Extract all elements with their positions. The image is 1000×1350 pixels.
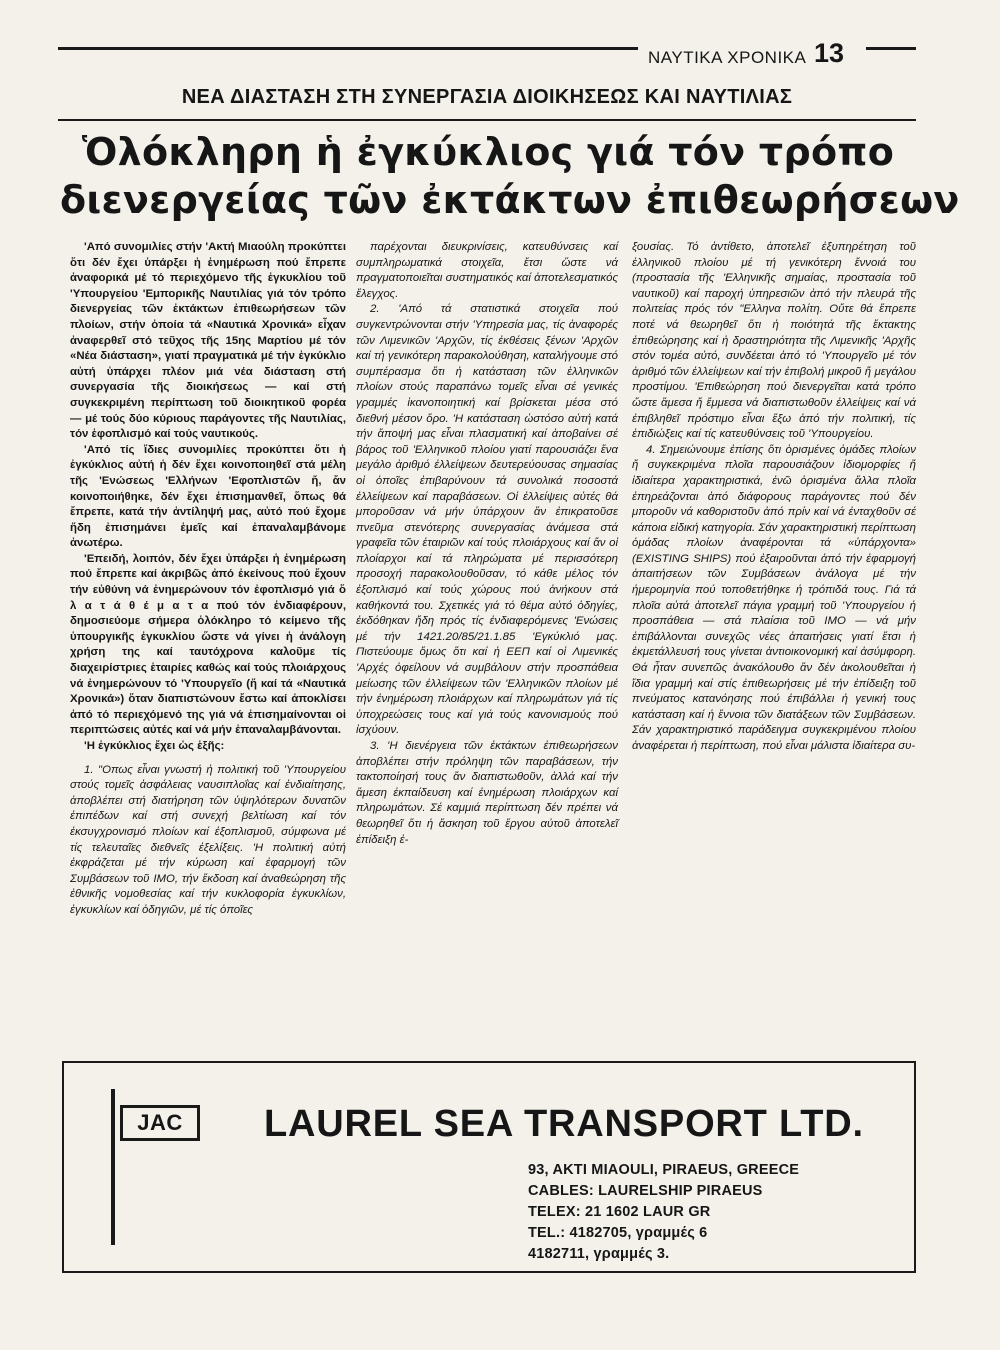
- headline-line-2: διενεργείας τῶν ἐκτάκτων ἐπιθεωρήσεων: [60, 178, 960, 222]
- page-number: 13: [814, 38, 845, 68]
- section-rule: [58, 119, 916, 121]
- paragraph: παρέχονται διευκρινίσεις, κατευθύνσεις καί συμπληρωματικά στοιχεῖα, ἔτσι ὥστε νά πραγματοποιεῖται συστηματικός καί ἀποτελεσματικός ἔλεγχος.: [356, 241, 618, 300]
- advertisement-box: [62, 1061, 916, 1273]
- paragraph: 3. 'Η διενέργεια τῶν ἐκτάκτων ἐπιθεωρήσεων ἀποβλέπει στήν πρόληψη τῶν παραβάσεων, τήν τακτοποίησή τους ἄν διαπιστωθοῦν, ἀλλά καί τήν ἄμεση ἐκπαίδευση καί ἐνημέρωση πλοιάρχων καί πληρωμάτων. Σέ καμμιά περίπτωση δέν πρέπει νά θεωρηθεῖ ὅτι ἡ ἄσκηση τοῦ ἔργου αὐτοῦ ἀποτελεῖ ἐπίδειξη ἐ-: [356, 740, 618, 846]
- paragraph: ξουσίας. Τό ἀντίθετο, ἀποτελεῖ ἐξυπηρέτηση τοῦ ἑλληνικοῦ πλοίου μέ τή γενικότερη ἔννοιά του (προστασία τῆς 'Ελληνικῆς σημαίας, προστασία τοῦ ναυτικοῦ) καί παροχή ὑπηρεσιῶν ἀπό τήν πλευρά τῆς πολιτείας πρός τόν "Ελληνα πολίτη. Οὔτε θά ἔπρεπε ποτέ νά θεωρηθεῖ ὅτι ἡ ποιότητά τῆς ἔκτακτης ἐπιθεώρησης καί ἡ δραστηριότητα τῆς Λιμενικῆς 'Αρχῆς στόν τομέα αὐτό, συνδέεται ἀπό τό 'Υπουργεῖο μέ τόν ἀριθμό τῶν ἐλλείψεων καί τήν ἐπιβολή μικροῦ ἤ μεγάλου προστίμου. 'Επιθεώρηση πού διενεργεῖται κατά τρόπο ὥστε ἄμεσα ἤ ἔμμεσα νά διαπιστωθοῦν ἐλλείψεις καί νά ἐπιβληθεῖ πρόστιμο εἶναι ἔξω ἀπό τήν πολιτική, τίς ἐπιδιώξεις καί τίς κατευθύνσεις τοῦ 'Υπουργείου.: [632, 241, 916, 441]
- paragraph: 4. Σημειώνουμε ἐπίσης ὅτι ὁρισμένες ὁμάδες πλοίων ἤ συγκεκριμένα πλοῖα παρουσιάζουν ἰδιομορφίες ἤ ἰδιαίτερα χαρακτηριστικά, ἐνῶ ὁρισμένα ἄλλα πλοῖα ἐπηρεάζονται ἀπό διάφορους παράγοντες πού δέν μποροῦν νά καθοριστοῦν ἀπό πρίν καί νά ἐνταχθοῦν σέ κάποια εἰδική κατηγορία. Σάν χαρακτηριστική περίπτωση ὁμάδας πλοίων ἀναφέρονται τά «ὑπάρχοντα» (EXISTING SHIPS) πού ἐξαιροῦνται ἀπό τήν ἐφαρμογή ἀπαιτήσεων τῶν Συμβάσεων ἀνάλογα μέ τήν ἡμερομηνία πού τοποθετήθηκε ἡ τρόπιδά τους. Γιά τά πλοῖα αὐτά ἀποτελεῖ πάγια γραμμή τοῦ 'Υπουργείου ἡ προσπάθεια — στά πλαίσια τοῦ ΙΜΟ — νά μήν ἐπιβάλλονται συνεχῶς νέες ἀπαιτήσεις γιατί ἔτσι ἡ ἐκμετάλλευσή τους γίνεται ἀντιοικονομική καί ἀσύμφορη. Θά ἦταν συνεπῶς ἀνακόλουθο ἄν δέν ἀκολουθεῖται ἡ ἴδια γραμμή καί στίς ἐπιθεωρήσεις μέ τήν ἐπίδειξη τοῦ πνεύματος κατανόησης πού ἐπιβάλλει ἡ γενική τους κατάσταση καί ἡ ἔννοια τῶν διατάξεων τῶν Συμβάσεων. Σάν χαρακτηριστικό παράδειγμα συγκεκριμένου πλοίου ἀναφέρεται ἡ περίπτωση, πού εἶναι μάλιστα ἰδιαίτερα συ-: [632, 443, 916, 752]
- article-column-2: [356, 240, 618, 848]
- flag-logo-text: JAC: [137, 1110, 183, 1135]
- company-address: [528, 1160, 888, 1265]
- article-column-3: [632, 240, 916, 755]
- flag-logo: [120, 1105, 200, 1141]
- article-headline: [60, 128, 960, 224]
- header-rule-left: [58, 47, 638, 50]
- address-line: 4182711, γραμμές 3.: [528, 1246, 670, 1262]
- paragraph: 1. "Οπως εἶναι γνωστή ἡ πολιτική τοῦ 'Υπουργείου στούς τομεῖς ἀσφάλειας ναυσιπλοΐας καί ἐνδιαίτησης, ἀποβλέπει στή διατήρηση τῶν ὑψηλότερων δυνατῶν ἐπιπέδων καί στή συνεχή βελτίωση καί τόν ἐκσυγχρονισμό πλοίων καί ἐξοπλισμοῦ, σύμφωνα μέ τίς τελευταῖες διεθνεῖς ἐξελίξεις. 'Η πολιτική αὐτή ἐκφράζεται μέ τήν κύρωση καί ἐφαρμογή τῶν Συμβάσεων τοῦ ΙΜΟ, τήν ἔκδοση καί ἀναθεώρηση τῆς ἐθνικῆς νομοθεσίας καί τήν κυκλοφορία ἐγκυκλίων, ἐγκυκλίων καί ὁδηγιῶν, μέ τίς ὁποῖες: [70, 763, 346, 916]
- header-rule-right: [866, 47, 916, 50]
- paragraph: 'Από τίς ἴδιες συνομιλίες προκύπτει ὅτι ἡ ἐγκύκλιος αὐτή ἡ δέν ἔχει κοινοποιηθεῖ στά μέλη τῆς 'Ενώσεως 'Ελλήνων 'Εφοπλιστῶν ἤ, ἄν κοινοποιήθηκε, δέν ἔχει ἐπισημανθεῖ, ὅπως θά ἔπρεπε, κατά τήν ἀντίληψή μας, αὐτό πού ἔχομε ἤδη ἐπισημάνει ἐμεῖς καί ἐπαναλαμβάνομε ἀνωτέρω.: [70, 443, 346, 550]
- headline-line-1: Ὁλόκληρη ἡ ἐγκύκλιος γιά τόν τρόπο: [81, 130, 895, 174]
- address-line: 93, AKTI MIAOULI, PIRAEUS, GREECE: [528, 1162, 800, 1178]
- flag-pole-icon: [111, 1089, 115, 1245]
- article-column-1: [70, 240, 346, 919]
- company-name: LAUREL SEA TRANSPORT LTD.: [264, 1103, 864, 1145]
- paragraph: 'Η ἐγκύκλιος ἔχει ὡς ἑξῆς:: [84, 740, 225, 752]
- section-title: ΝΕΑ ΔΙΑΣΤΑΣΗ ΣΤΗ ΣΥΝΕΡΓΑΣΙΑ ΔΙΟΙΚΗΣΕΩΣ ΚΑΙ ΝΑΥΤΙΛΙΑΣ: [181, 86, 793, 108]
- address-line: CABLES: LAURELSHIP PIRAEUS: [528, 1183, 763, 1199]
- address-line: TELEX: 21 1602 LAUR GR: [528, 1204, 711, 1220]
- paragraph: 2. 'Από τά στατιστικά στοιχεῖα πού συγκεντρώνονται στήν 'Υπηρεσία μας, τίς ἀναφορές τῶν Λιμενικῶν 'Αρχῶν, τίς ἐκθέσεις ξένων 'Αρχῶν καί τή γενικότερη παρακολούθηση, καταλήγουμε στό συμπέρασμα ὅτι ἡ κατάσταση τῶν ἑλληνικῶν πλοίων στούς παραπάνω τομεῖς εἶναι σέ γενικές γραμμές ἱκανοποιητική καί βρίσκεται μέσα στό διεθνή μέσον ὅρο. 'Η κατάσταση ὡστόσο αὐτή κατά τήν ἄποψή μας εἶναι πλασματική καί ἀποβαίνει σέ βάρος τοῦ 'Ελληνικοῦ πλοίου γιατί παρουσιάζει ἕνα μεγάλο ἀριθμό ἐλλείψεων δευτερεύουσας σημασίας οἱ ὁποῖες ἐπιβαρύνουν τά συνολικά ποσοστά ἐλλείψεων καί παραβάσεων. Οἱ ἐλλείψεις αὐτές θά μποροῦσαν νά μήν ὑπάρχουν ἄν ἐπικρατοῦσε πνεῦμα στενότερης συνεργασίας ἀνάμεσα στά γραφεῖα τῶν ἑταιριῶν καί τούς πλοιάρχους καί ἄν οἱ πλοίαρχοι καί τά πληρώματα μέ περισσότερη προσοχή παρακολουθοῦσαν, τό κάθε μέλος τόν ἐξοπλισμό καί τούς χώρους πού ἀνήκουν στά καθήκοντά του. Σχετικές γιά τό θέμα αὐτό ὁδηγίες, ἐκδόθηκαν ἤδη πρός τίς ἐνδιαφερόμενες 'Ενώσεις μέ τήν 1421.20/85/21.1.85 'Εγκύκλιό μας. Πιστεύουμε ὅμως ὅτι καί ἡ ΕΕΠ καί οἱ Λιμενικές 'Αρχές ὀφείλουν νά συμβάλουν στήν προσπάθεια μείωσης τῶν ἐλλείψεων τῶν 'Ελληνικῶν πλοίων μέ τήν ἐνημέρωση πλοιάρχων καί πληρωμάτων γιά τίς ὑποχρεώσεις τους καί γιά τούς κανονισμούς πού ἰσχύουν.: [356, 303, 618, 737]
- paragraph: 'Επειδή, λοιπόν, δέν ἔχει ὑπάρξει ἡ ἐνημέρωση πού ἔπρεπε καί ἀκριβῶς ἀπό ἐκείνους πού ἔχουν τήν εὐθύνη νά ἐνημερώνουν τόν ἐφοπλισμό γιά ὅ λ α τ ά θ έ μ α τ α πού τόν ἐνδιαφέρουν, δημοσιεύομε σήμερα ὁλόκληρο τό κείμενο τῆς ὑπουργικῆς ἐγκυκλίου ὥστε νά γίνει ἡ ἀνάλογη χρήση της καί ταυτόχρονα καλοῦμε τίς διαχειρίστριες ἑταιρίες καθώς καί τούς πλοιάρχους νά ἐνημερώνουν τό 'Υπουργεῖο (ἤ καί τά «Ναυτικά Χρονικά») ὅταν διαπιστώνουν ἔστω καί ἀποκλίσει ἀπό τό περιεχόμενό της γιά νά ἐπισημαίνονται οἱ περιπτώσεις αὐτές καί νά μήν ἐπαναλαμβάνονται.: [70, 552, 346, 737]
- running-title: ΝΑΥΤΙΚΑ ΧΡΟΝΙΚΑ: [648, 48, 807, 67]
- paragraph: 'Από συνομιλίες στήν 'Ακτή Μιαούλη προκύπτει ὅτι δέν ἔχει ὑπάρξει ἡ ἐνημέρωση πού ἔπρεπε ἀναφορικά μέ τό περιεχόμενο τῆς ἐγκυκλίου τοῦ 'Υπουργείου 'Εμπορικῆς Ναυτιλίας γιά τόν τρόπο διενεργείας τῶν ἐκτάκτων ἐπιθεωρήσεων τῶν πλοίων, στήν ὁποία τά «Ναυτικά Χρονικά» εἶχαν ἀναφερθεῖ στό τεῦχος τῆς 15ης Μαρτίου μέ τόν «Νέα διάσταση», γιατί πραγματικά μέ τήν ἐγκύκλιο αὐτή ὑπάρχει πλέον μιά νέα διάσταση στή συνεργασία τῆς διοικήσεως — καί στή συγκεκριμένη περίπτωση τοῦ διοικητικοῦ φορέα — μέ τούς δύο κύριους παράγοντες τῆς Ναυτιλίας, τόν ἐφοπλισμό καί τούς ναυτικούς.: [70, 241, 346, 441]
- address-line: TEL.: 4182705, γραμμές 6: [528, 1225, 708, 1241]
